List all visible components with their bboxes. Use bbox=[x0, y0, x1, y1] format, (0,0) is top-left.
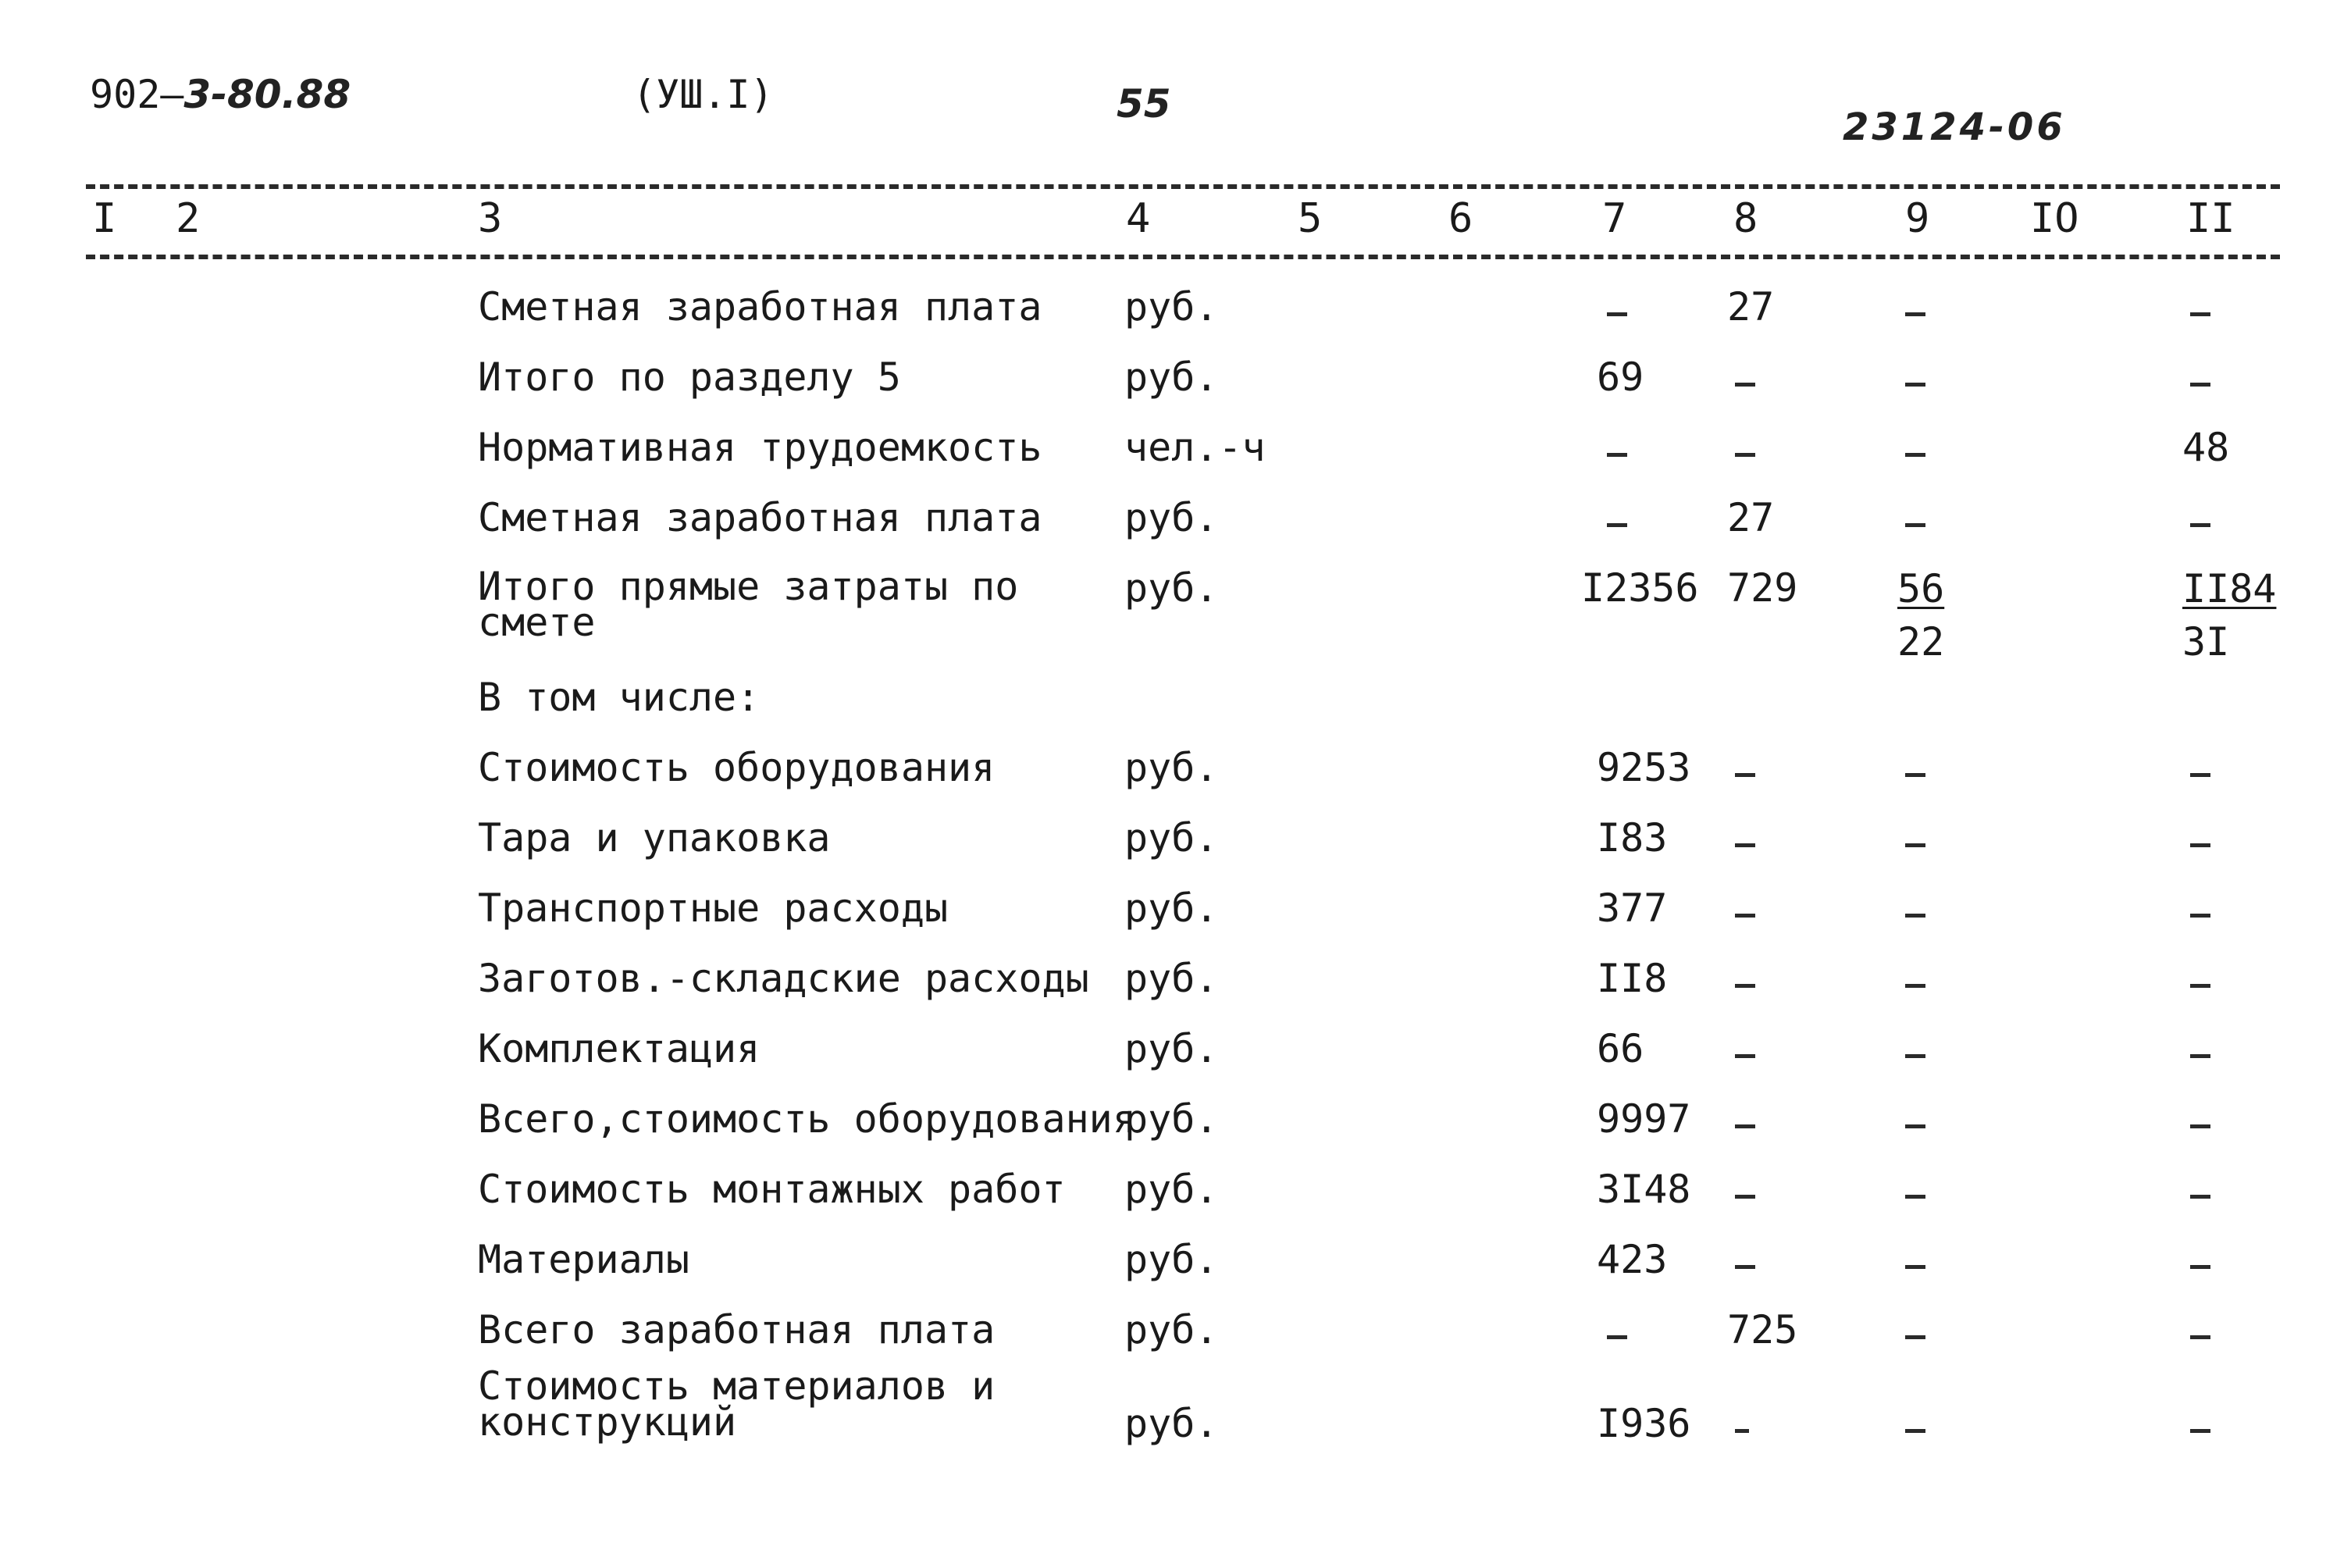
table-row bbox=[0, 284, 2351, 358]
row-name: Всего заработная плата bbox=[478, 1307, 996, 1352]
document-code-prefix: 902– bbox=[90, 72, 184, 117]
column-header-10: IO bbox=[2030, 195, 2079, 242]
empty-value-dash bbox=[2190, 383, 2210, 387]
empty-value-dash bbox=[2190, 312, 2210, 316]
row-name: Итого по разделу 5 bbox=[478, 355, 901, 400]
empty-value-dash bbox=[2190, 1335, 2210, 1339]
document-code-handwritten: 3-80.88 bbox=[183, 72, 351, 117]
section-label: (УШ.I) bbox=[632, 72, 774, 117]
table-row bbox=[0, 425, 2351, 498]
row-name: Нормативная трудоемкость bbox=[478, 425, 1042, 470]
table-row bbox=[0, 1363, 2351, 1462]
empty-value-dash bbox=[1735, 1429, 1749, 1433]
empty-value-dash bbox=[2190, 1124, 2210, 1128]
empty-value-dash bbox=[1735, 1265, 1755, 1269]
row-unit: руб. bbox=[1124, 1026, 1219, 1071]
row-col7: I2356 bbox=[1581, 565, 1699, 611]
column-header-4: 4 bbox=[1126, 195, 1151, 242]
row-name: Комплектация bbox=[478, 1026, 761, 1071]
table-row bbox=[0, 886, 2351, 959]
row-unit: руб. bbox=[1124, 1167, 1219, 1212]
row-col7: 69 bbox=[1597, 355, 1644, 400]
row-name bbox=[478, 564, 1019, 645]
row-unit: руб. bbox=[1124, 1237, 1219, 1282]
empty-value-dash bbox=[1905, 1054, 1925, 1058]
table-row bbox=[0, 1026, 2351, 1099]
row-col8: 27 bbox=[1727, 495, 1775, 540]
empty-value-dash bbox=[1735, 453, 1755, 457]
row-unit: руб. bbox=[1124, 284, 1219, 330]
empty-value-dash bbox=[1905, 984, 1925, 988]
empty-value-dash bbox=[1905, 1335, 1925, 1339]
empty-value-dash bbox=[2190, 1054, 2210, 1058]
empty-value-dash bbox=[2190, 1429, 2210, 1433]
row-unit: руб. bbox=[1124, 1401, 1219, 1446]
empty-value-dash bbox=[2190, 523, 2210, 527]
column-header-9: 9 bbox=[1905, 195, 1930, 242]
empty-value-dash bbox=[1905, 453, 1925, 457]
row-name: Тара и упаковка bbox=[478, 815, 831, 861]
empty-value-dash bbox=[2190, 773, 2210, 777]
row-unit: руб. bbox=[1124, 565, 1219, 611]
column-header-1: I bbox=[92, 195, 117, 242]
table-row bbox=[0, 675, 2351, 748]
empty-value-dash bbox=[1905, 914, 1925, 918]
row-col11-fraction bbox=[2182, 562, 2276, 668]
empty-value-dash bbox=[2190, 914, 2210, 918]
table-row bbox=[0, 1096, 2351, 1170]
row-unit: чел.-ч bbox=[1124, 425, 1266, 470]
table-row bbox=[0, 1237, 2351, 1310]
empty-value-dash bbox=[1735, 1054, 1755, 1058]
table-row bbox=[0, 495, 2351, 568]
empty-value-dash bbox=[1607, 1335, 1627, 1339]
table-row bbox=[0, 564, 2351, 678]
fraction-numerator: 56 bbox=[1897, 566, 1945, 611]
row-unit: руб. bbox=[1124, 745, 1219, 790]
row-name-line-1: Стоимость материалов и bbox=[478, 1363, 996, 1409]
empty-value-dash bbox=[1735, 383, 1755, 387]
empty-value-dash bbox=[1905, 1195, 1925, 1199]
fraction-numerator: II84 bbox=[2182, 566, 2277, 611]
column-header-7: 7 bbox=[1602, 195, 1627, 242]
row-subheading: В том числе: bbox=[478, 675, 761, 720]
row-name: Транспортные расходы bbox=[478, 886, 949, 931]
column-header-11: II bbox=[2186, 195, 2235, 242]
row-name: Стоимость монтажных работ bbox=[478, 1167, 1066, 1212]
empty-value-dash bbox=[1905, 1124, 1925, 1128]
document-code bbox=[90, 72, 351, 117]
row-unit: руб. bbox=[1124, 1096, 1219, 1142]
row-unit: руб. bbox=[1124, 355, 1219, 400]
row-name: Материалы bbox=[478, 1237, 689, 1282]
row-name: Заготов.-складские расходы bbox=[478, 956, 1089, 1001]
row-name-line-2: смете bbox=[478, 600, 596, 645]
row-col7: 3I48 bbox=[1597, 1167, 1691, 1212]
sheet-code: 23124-06 bbox=[1843, 105, 2066, 149]
empty-value-dash bbox=[1905, 773, 1925, 777]
row-name-line-2: конструкций bbox=[478, 1399, 737, 1445]
column-header-8: 8 bbox=[1733, 195, 1758, 242]
row-col7: 9997 bbox=[1597, 1096, 1691, 1142]
column-header-2: 2 bbox=[176, 195, 201, 242]
table-header-rule bbox=[86, 255, 2280, 259]
empty-value-dash bbox=[1905, 312, 1925, 316]
empty-value-dash bbox=[1905, 523, 1925, 527]
row-col8: 725 bbox=[1727, 1307, 1798, 1352]
empty-value-dash bbox=[1607, 453, 1627, 457]
row-col7: II8 bbox=[1597, 956, 1668, 1001]
row-unit: руб. bbox=[1124, 956, 1219, 1001]
empty-value-dash bbox=[1735, 914, 1755, 918]
empty-value-dash bbox=[1735, 1124, 1755, 1128]
empty-value-dash bbox=[2190, 843, 2210, 847]
column-header-6: 6 bbox=[1448, 195, 1473, 242]
empty-value-dash bbox=[1607, 523, 1627, 527]
empty-value-dash bbox=[1905, 383, 1925, 387]
table-row bbox=[0, 956, 2351, 1029]
table-row bbox=[0, 745, 2351, 818]
empty-value-dash bbox=[1905, 1429, 1925, 1433]
empty-value-dash bbox=[1735, 1195, 1755, 1199]
row-col8: 27 bbox=[1727, 284, 1775, 330]
empty-value-dash bbox=[1735, 843, 1755, 847]
empty-value-dash bbox=[1905, 1265, 1925, 1269]
row-unit: руб. bbox=[1124, 886, 1219, 931]
empty-value-dash bbox=[1735, 984, 1755, 988]
empty-value-dash bbox=[1905, 843, 1925, 847]
fraction-denominator: 3I bbox=[2182, 619, 2230, 665]
row-name-line-1: Итого прямые затраты по bbox=[478, 564, 1019, 609]
table-row bbox=[0, 815, 2351, 889]
row-unit: руб. bbox=[1124, 815, 1219, 861]
page-number: 55 bbox=[1117, 81, 1171, 127]
row-col7: 9253 bbox=[1597, 745, 1691, 790]
row-col8: 729 bbox=[1727, 565, 1798, 611]
row-unit: руб. bbox=[1124, 495, 1219, 540]
row-col7: 423 bbox=[1597, 1237, 1668, 1282]
row-col9-fraction bbox=[1897, 562, 1944, 668]
row-name bbox=[478, 1363, 996, 1445]
row-name: Сметная заработная плата bbox=[478, 495, 1042, 540]
row-col7: I936 bbox=[1597, 1401, 1691, 1446]
row-col7: 66 bbox=[1597, 1026, 1644, 1071]
table-row bbox=[0, 1167, 2351, 1240]
column-header-5: 5 bbox=[1298, 195, 1323, 242]
row-name: Сметная заработная плата bbox=[478, 284, 1042, 330]
column-header-3: 3 bbox=[478, 195, 503, 242]
empty-value-dash bbox=[1607, 312, 1627, 316]
fraction-denominator: 22 bbox=[1897, 619, 1945, 665]
row-unit: руб. bbox=[1124, 1307, 1219, 1352]
row-name: Всего,стоимость оборудования bbox=[478, 1096, 1136, 1142]
table-top-rule bbox=[86, 184, 2280, 189]
table-row bbox=[0, 355, 2351, 428]
row-col11: 48 bbox=[2182, 425, 2230, 470]
empty-value-dash bbox=[2190, 1195, 2210, 1199]
row-col7: I83 bbox=[1597, 815, 1668, 861]
empty-value-dash bbox=[2190, 1265, 2210, 1269]
row-name: Стоимость оборудования bbox=[478, 745, 996, 790]
empty-value-dash bbox=[1735, 773, 1755, 777]
empty-value-dash bbox=[2190, 984, 2210, 988]
row-col7: 377 bbox=[1597, 886, 1668, 931]
